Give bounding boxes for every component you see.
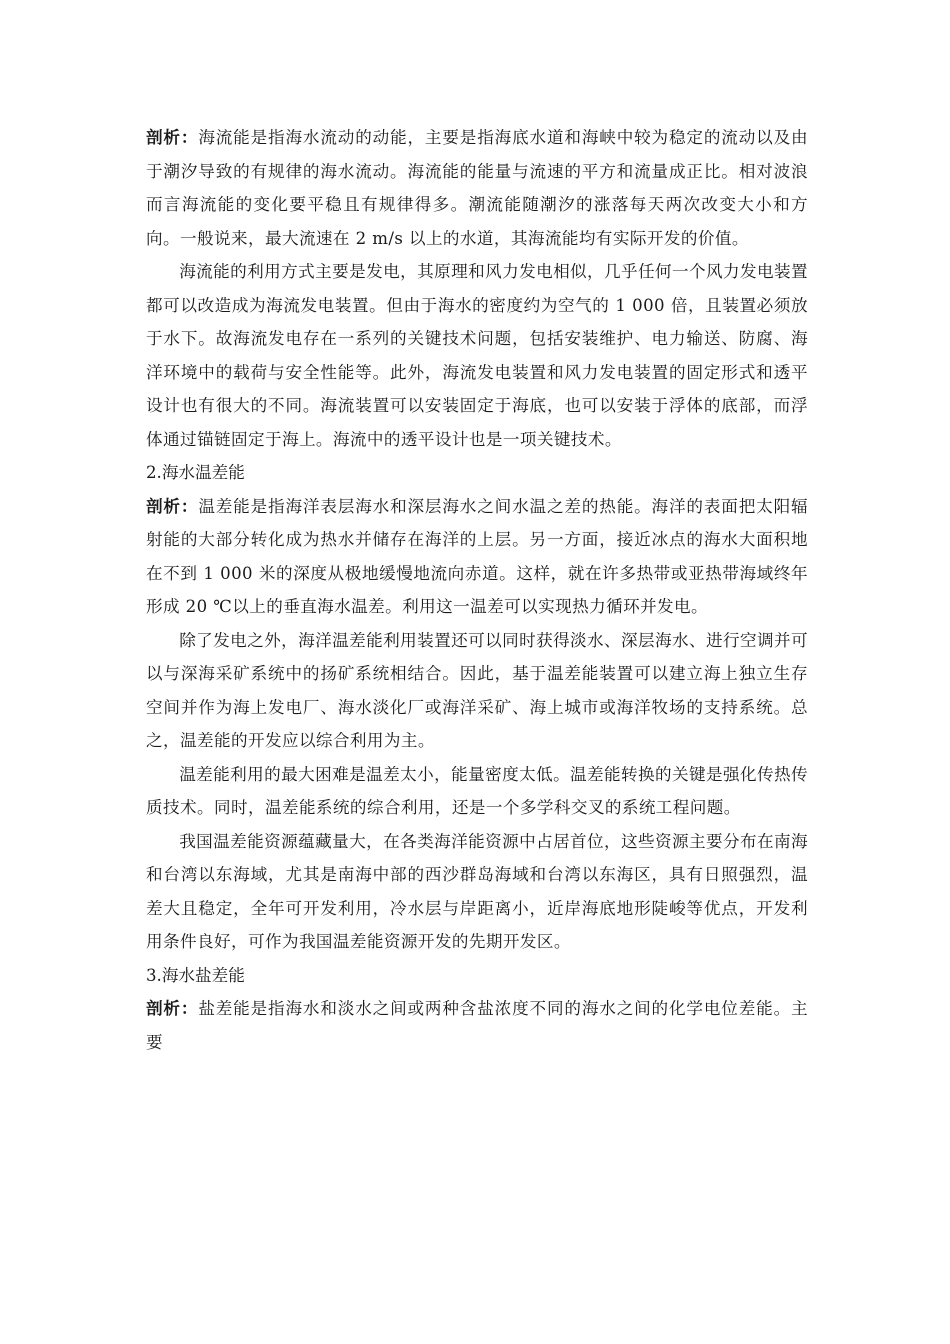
document-body xyxy=(146,121,808,1059)
analysis-label: 剖析： xyxy=(146,496,199,516)
analysis-label: 剖析： xyxy=(146,128,199,147)
analysis-paragraph-salinity-gradient xyxy=(146,992,808,1059)
analysis-text: 盐差能是指海水和淡水之间或两种含盐浓度不同的海水之间的化学电位差能。主要 xyxy=(146,999,809,1052)
analysis-paragraph-thermal-gradient xyxy=(146,490,808,624)
analysis-label: 剖析： xyxy=(146,999,199,1018)
paragraph-ocean-current-utilization: 海流能的利用方式主要是发电，其原理和风力发电相似，几乎任何一个风力发电装置都可以改造成为海流发电装置。但由于海水的密度约为空气的 1 000 倍，且装置必须放于水下。故海流发电存在一系列的关键技术问题，包括安装维护、电力输送、防腐、海洋环境中的载荷与安全性能等。此外，海流发电装置和风力发电装置的固定形式和透平设计也有很大的不同。海流装置可以安装固定于海底，也可以安装于浮体的底部，而浮体通过锚链固定于海上。海流中的透平设计也是一项关键技术。 xyxy=(146,262,808,449)
section-heading-salinity-gradient: 3.海水盐差能 xyxy=(146,965,245,985)
section-heading-thermal-gradient: 2.海水温差能 xyxy=(146,463,245,482)
analysis-text: 温差能是指海洋表层海水和深层海水之间水温之差的热能。海洋的表面把太阳辐射能的大部分转化成为热水并储存在海洋的上层。另一方面，接近冰点的海水大面积地在不到 1 000 米的深度从极地缓慢地流向赤道。这样，就在许多热带或亚热带海域终年形成 20 ℃以上的垂直海水温差。利用这一温差可以实现热力循环并发电。 xyxy=(146,496,809,616)
paragraph-thermal-resources-china: 我国温差能资源蕴藏量大，在各类海洋能资源中占居首位，这些资源主要分布在南海和台湾以东海域，尤其是南海中部的西沙群岛海域和台湾以东海区，具有日照强烈，温差大且稳定，全年可开发利用，冷水层与岸距离小，近岸海底地形陡峻等优点，开发利用条件良好，可作为我国温差能资源开发的先期开发区。 xyxy=(146,831,808,951)
analysis-text: 海流能是指海水流动的动能，主要是指海底水道和海峡中较为稳定的流动以及由于潮汐导致的有规律的海水流动。海流能的能量与流速的平方和流量成正比。相对波浪而言海流能的变化要平稳且有规律得多。潮流能随潮汐的涨落每天两次改变大小和方向。一般说来，最大流速在 2 m/s 以上的水道，其海流能均有实际开发的价值。 xyxy=(146,128,809,248)
paragraph-thermal-multiuse: 除了发电之外，海洋温差能利用装置还可以同时获得淡水、深层海水、进行空调并可以与深海采矿系统中的扬矿系统相结合。因此，基于温差能装置可以建立海上独立生存空间并作为海上发电厂、海水淡化厂或海洋采矿、海上城市或海洋牧场的支持系统。总之，温差能的开发应以综合利用为主。 xyxy=(146,630,808,750)
analysis-paragraph-ocean-current xyxy=(146,121,808,255)
paragraph-thermal-difficulty: 温差能利用的最大困难是温差太小，能量密度太低。温差能转换的关键是强化传热传质技术。同时，温差能系统的综合利用，还是一个多学科交叉的系统工程问题。 xyxy=(146,764,808,817)
